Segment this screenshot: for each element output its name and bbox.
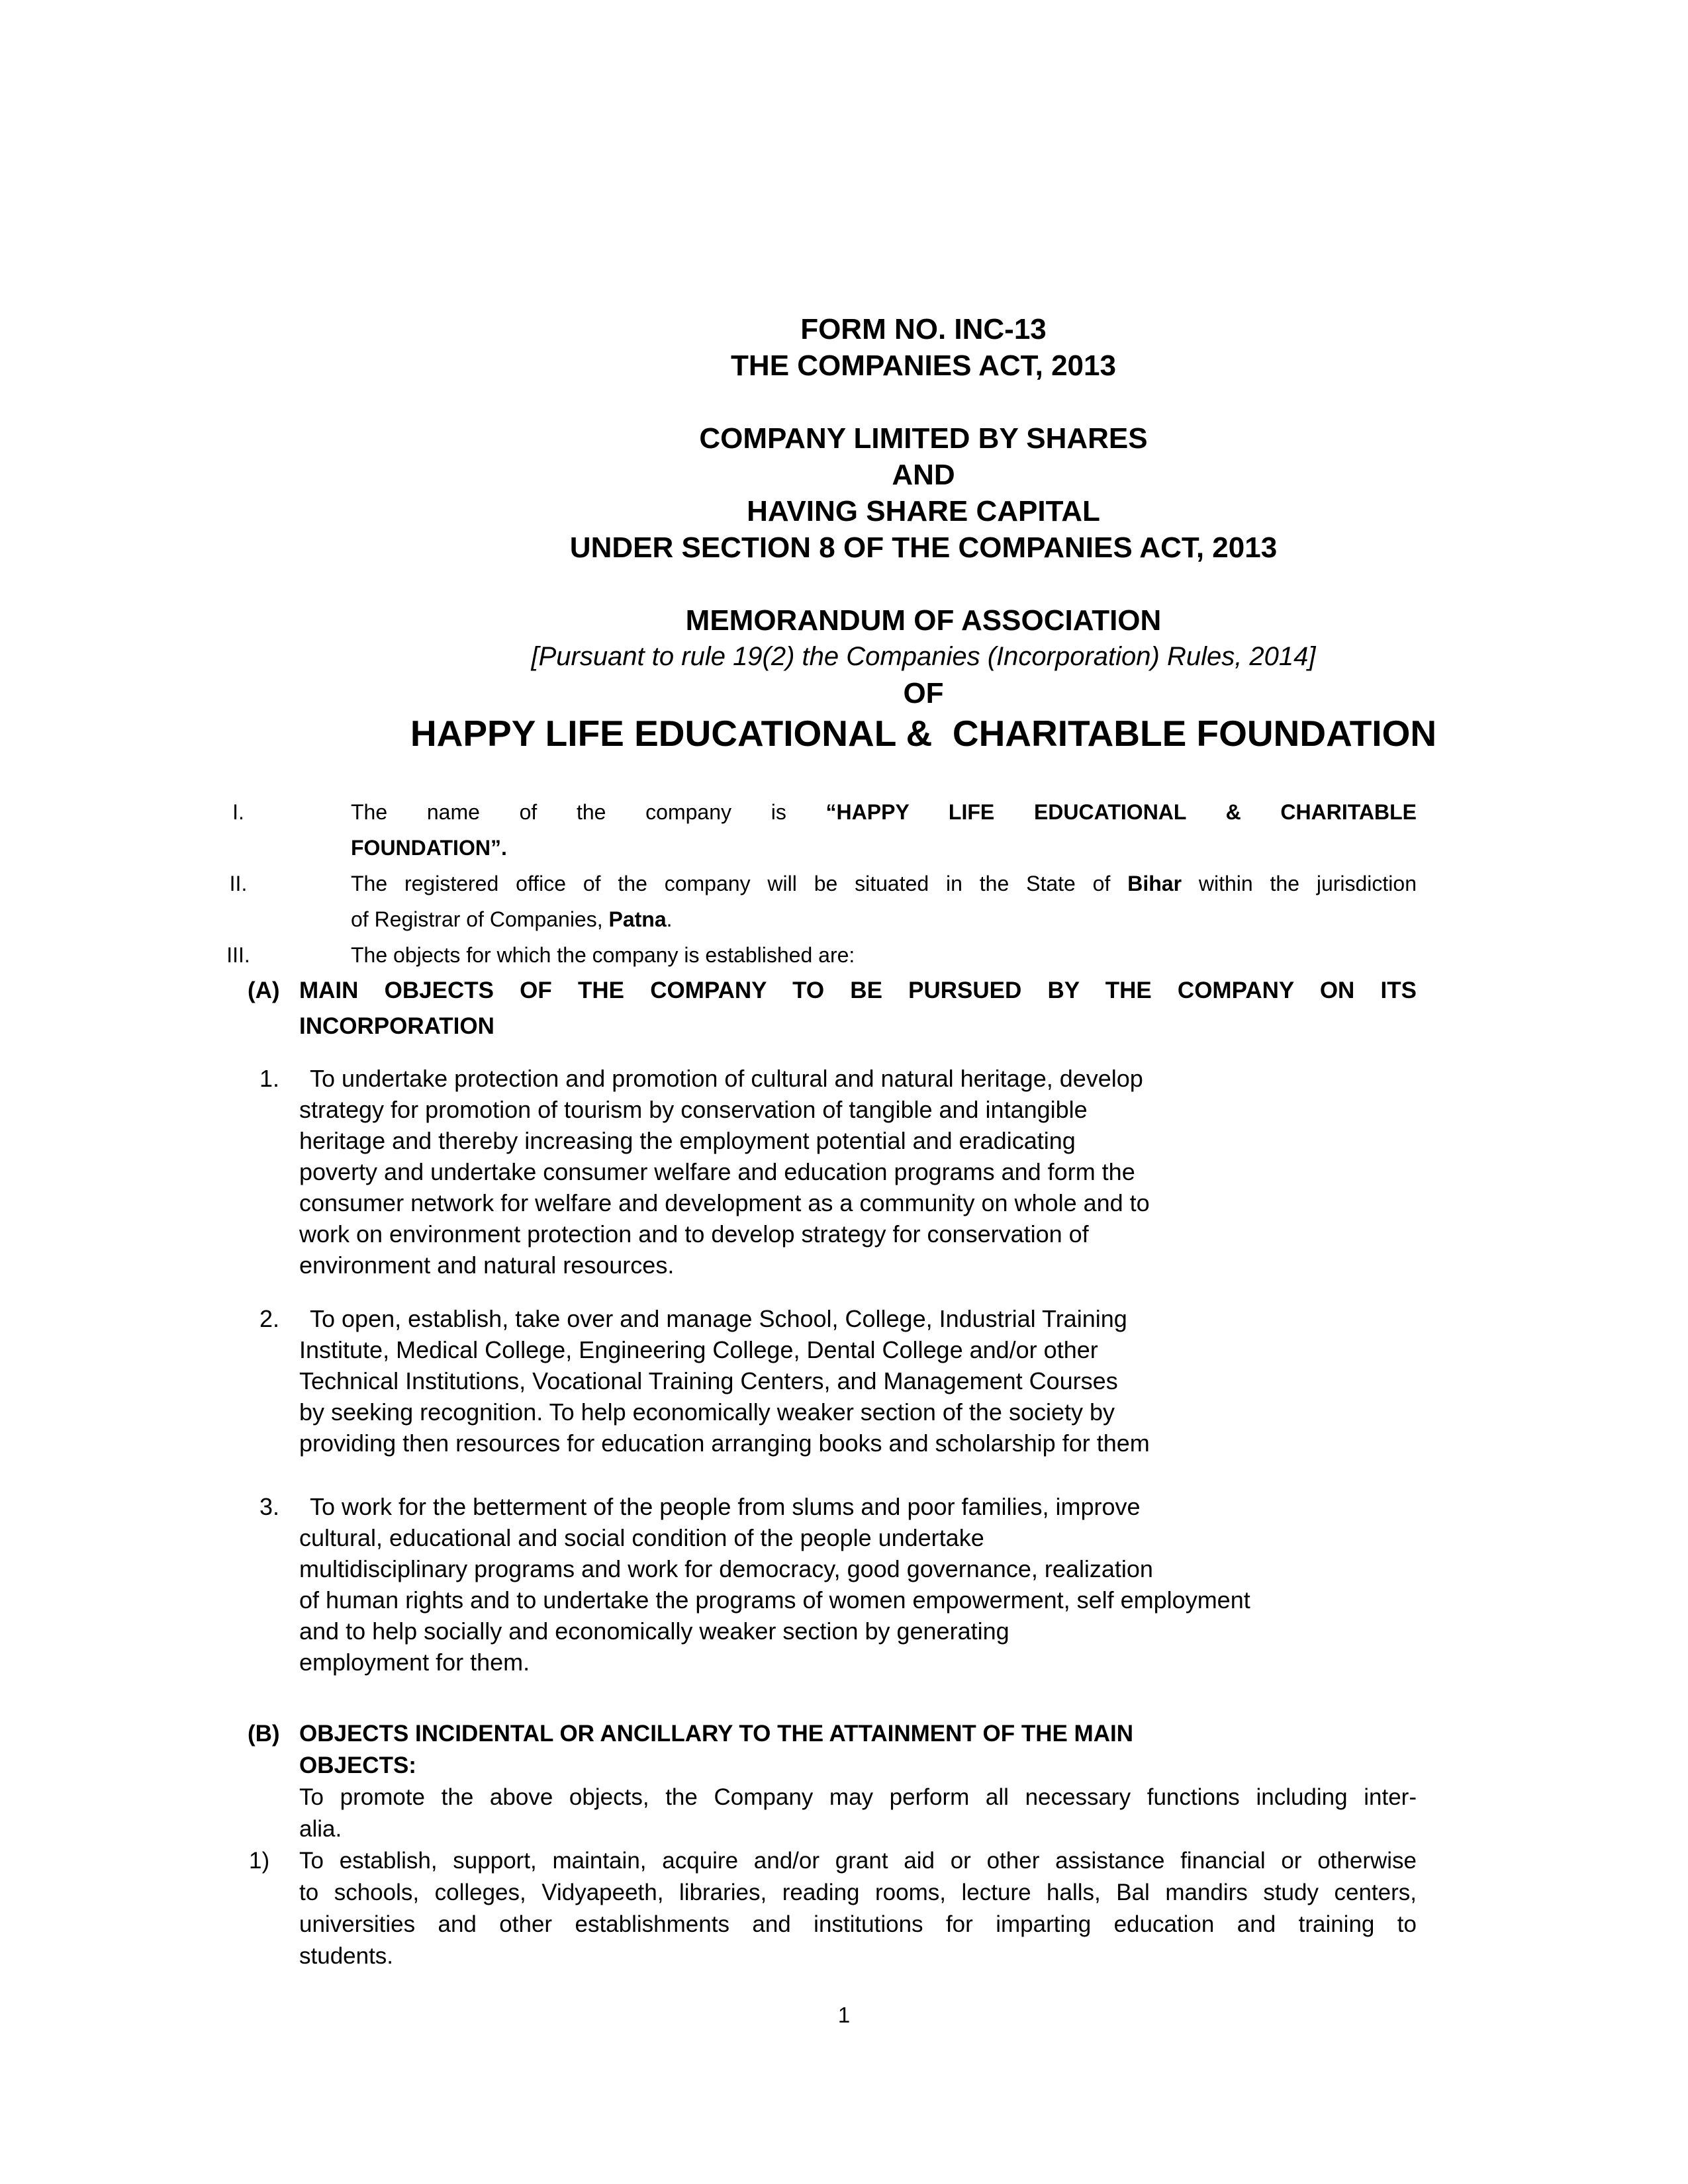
text-run: To open, establish, take over and manage School, College, Industrial Training bbox=[310, 1305, 1127, 1332]
text-line bbox=[299, 1250, 1417, 1281]
text-line bbox=[299, 1615, 1417, 1647]
text-run: consumer network for welfare and development as a community on whole and to bbox=[299, 1189, 1150, 1216]
text-line bbox=[299, 1125, 1417, 1156]
section-b-intro bbox=[205, 1782, 1688, 1845]
text-run: THE COMPANIES ACT, 2013 bbox=[731, 349, 1116, 382]
text-line bbox=[371, 347, 1476, 384]
of-label: OF bbox=[903, 677, 944, 709]
item-marker: 2. bbox=[259, 1305, 280, 1332]
item-marker-cell bbox=[205, 1063, 299, 1281]
text-run: FORM NO. INC-13 bbox=[800, 313, 1047, 345]
section-a-heading-text bbox=[299, 973, 1417, 1044]
text-line bbox=[371, 420, 1476, 457]
text-line bbox=[299, 1584, 1417, 1615]
text-run: students. bbox=[299, 1943, 394, 1969]
item-marker: 1. bbox=[259, 1065, 280, 1092]
text-line bbox=[299, 1553, 1417, 1584]
main-object-item-2 bbox=[205, 1303, 1688, 1459]
text-line bbox=[299, 1813, 1417, 1845]
clause-name bbox=[205, 794, 1688, 866]
text-run: COMPANY LIMITED BY SHARES bbox=[699, 422, 1148, 455]
text-run: by seeking recognition. To help economically weaker section of the society by bbox=[299, 1398, 1115, 1426]
page-number: 1 bbox=[837, 2003, 851, 2027]
text-run: to schools, colleges, Vidyapeeth, libraries, reading rooms, lecture halls, Bal mandirs study centers, bbox=[299, 1880, 1417, 1905]
text-run: environment and natural resources. bbox=[299, 1251, 675, 1279]
text-run: . bbox=[666, 907, 673, 931]
memorandum-heading-block bbox=[371, 602, 1476, 755]
text-line bbox=[299, 1718, 1417, 1750]
text-run: Institute, Medical College, Engineering College, Dental College and/or other bbox=[299, 1336, 1098, 1363]
memorandum-title: MEMORANDUM OF ASSOCIATION bbox=[685, 604, 1162, 637]
text-line bbox=[299, 1094, 1417, 1125]
text-run: of Registrar of Companies, bbox=[351, 907, 609, 931]
text-line bbox=[299, 1428, 1417, 1459]
text-line bbox=[299, 1782, 1417, 1813]
text-run: work on environment protection and to develop strategy for conservation of bbox=[299, 1220, 1089, 1248]
text-line bbox=[299, 1009, 1417, 1044]
pursuant-rule-line: [Pursuant to rule 19(2) the Companies (Incorporation) Rules, 2014] bbox=[531, 642, 1316, 671]
clause-marker: I. bbox=[232, 800, 244, 824]
section-b-intro-text bbox=[299, 1782, 1417, 1845]
clause-text bbox=[351, 937, 1417, 973]
text-run: The registered office of the company will be situated in the State of bbox=[351, 872, 1128, 895]
section-b-heading-text bbox=[299, 1718, 1417, 1782]
form-number-heading bbox=[371, 311, 1476, 384]
text-run: alia. bbox=[299, 1816, 342, 1842]
section-b bbox=[205, 1718, 1688, 1972]
bold-text-run: “HAPPY LIFE EDUCATIONAL & CHARITABLE bbox=[825, 800, 1417, 824]
company-name-title: HAPPY LIFE EDUCATIONAL & CHARITABLE FOUNDATION bbox=[410, 713, 1437, 754]
ancillary-object-item-1 bbox=[205, 1845, 1688, 1972]
clauses-section bbox=[205, 794, 1688, 1972]
text-line bbox=[371, 529, 1476, 566]
text-line bbox=[371, 457, 1476, 493]
bold-text-run: FOUNDATION”. bbox=[351, 836, 507, 860]
section-b-marker: (B) bbox=[248, 1721, 280, 1747]
text-line bbox=[299, 1909, 1417, 1940]
item-marker-cell bbox=[205, 1845, 299, 1972]
clause-marker-cell bbox=[205, 937, 351, 973]
main-object-item-1 bbox=[205, 1063, 1688, 1281]
text-line bbox=[351, 794, 1417, 830]
section-b-marker-cell bbox=[205, 1718, 299, 1782]
clause-marker-cell bbox=[205, 866, 351, 937]
text-run: multidisciplinary programs and work for democracy, good governance, realization bbox=[299, 1555, 1153, 1582]
clause-marker: III. bbox=[226, 943, 250, 967]
clause-marker-cell bbox=[205, 794, 351, 866]
text-line bbox=[299, 1063, 1417, 1094]
clause-text bbox=[351, 866, 1417, 937]
text-line bbox=[299, 1156, 1417, 1187]
clause-text bbox=[351, 794, 1417, 866]
text-line bbox=[299, 973, 1417, 1009]
clause-objects bbox=[205, 937, 1688, 973]
text-run: INCORPORATION bbox=[299, 1013, 494, 1039]
text-run: The objects for which the company is established are: bbox=[351, 943, 855, 967]
text-line bbox=[351, 937, 1417, 973]
text-run: universities and other establishments and institutions for imparting education and training to bbox=[299, 1911, 1417, 1937]
text-run: Technical Institutions, Vocational Training Centers, and Management Courses bbox=[299, 1367, 1118, 1394]
clause-registered-office bbox=[205, 866, 1688, 937]
text-run: cultural, educational and social condition of the people undertake bbox=[299, 1524, 984, 1551]
text-line bbox=[299, 1647, 1417, 1678]
text-line bbox=[299, 1187, 1417, 1218]
section-b-heading bbox=[205, 1718, 1688, 1782]
text-line bbox=[371, 311, 1476, 347]
text-line bbox=[299, 1940, 1417, 1972]
company-type-heading bbox=[371, 420, 1476, 566]
text-run: To work for the betterment of the people from slums and poor families, improve bbox=[310, 1493, 1141, 1520]
item-text bbox=[299, 1845, 1417, 1972]
section-a-heading bbox=[205, 973, 1688, 1044]
text-line bbox=[351, 866, 1417, 901]
clause-marker: II. bbox=[229, 872, 248, 895]
text-line bbox=[299, 1218, 1417, 1250]
text-run: heritage and thereby increasing the employment potential and eradicating bbox=[299, 1127, 1076, 1154]
text-run: HAVING SHARE CAPITAL bbox=[747, 495, 1100, 527]
main-object-item-3 bbox=[205, 1491, 1688, 1678]
bold-text-run: Patna bbox=[608, 907, 667, 931]
item-marker-cell bbox=[205, 1303, 299, 1459]
text-run: employment for them. bbox=[299, 1649, 530, 1676]
text-run: To establish, support, maintain, acquire and/or grant aid or other assistance financial or otherwise bbox=[299, 1848, 1417, 1874]
text-run: and to help socially and economically weaker section by generating bbox=[299, 1617, 1009, 1645]
text-run: To undertake protection and promotion of cultural and natural heritage, develop bbox=[310, 1065, 1143, 1092]
spacer-cell bbox=[205, 1782, 299, 1845]
text-run: The name of the company is bbox=[351, 800, 826, 824]
text-run: of human rights and to undertake the programs of women empowerment, self employment bbox=[299, 1586, 1250, 1614]
bold-text-run: Bihar bbox=[1127, 872, 1182, 895]
text-line bbox=[299, 1491, 1417, 1522]
text-run: OBJECTS: bbox=[299, 1752, 416, 1778]
text-run: strategy for promotion of tourism by conservation of tangible and intangible bbox=[299, 1096, 1088, 1123]
item-marker: 1) bbox=[249, 1848, 270, 1874]
text-run: poverty and undertake consumer welfare and education programs and form the bbox=[299, 1158, 1135, 1185]
text-line bbox=[351, 901, 1417, 937]
text-run: UNDER SECTION 8 OF THE COMPANIES ACT, 2013 bbox=[569, 531, 1278, 564]
text-line bbox=[299, 1522, 1417, 1553]
text-run: MAIN OBJECTS OF THE COMPANY TO BE PURSUED BY THE COMPANY ON ITS bbox=[299, 978, 1417, 1003]
text-line bbox=[299, 1845, 1417, 1877]
item-text bbox=[299, 1303, 1417, 1459]
text-run: OBJECTS INCIDENTAL OR ANCILLARY TO THE ATTAINMENT OF THE MAIN bbox=[299, 1721, 1133, 1747]
item-marker: 3. bbox=[259, 1493, 280, 1520]
text-line bbox=[299, 1396, 1417, 1428]
text-run: within the jurisdiction bbox=[1182, 872, 1417, 895]
text-run: providing then resources for education arranging books and scholarship for them bbox=[299, 1430, 1150, 1457]
text-line bbox=[299, 1877, 1417, 1909]
text-line bbox=[351, 830, 1417, 866]
text-line bbox=[299, 1303, 1417, 1334]
item-text bbox=[299, 1063, 1417, 1281]
item-text bbox=[299, 1491, 1417, 1678]
text-line bbox=[299, 1365, 1417, 1396]
item-marker-cell bbox=[205, 1491, 299, 1678]
text-line bbox=[371, 493, 1476, 529]
section-a-marker: (A) bbox=[248, 978, 280, 1003]
text-line bbox=[299, 1334, 1417, 1365]
text-line bbox=[299, 1750, 1417, 1782]
text-run: AND bbox=[892, 459, 955, 491]
section-a-marker-cell bbox=[205, 973, 299, 1044]
text-run: To promote the above objects, the Company may perform all necessary functions including inter- bbox=[299, 1784, 1417, 1810]
